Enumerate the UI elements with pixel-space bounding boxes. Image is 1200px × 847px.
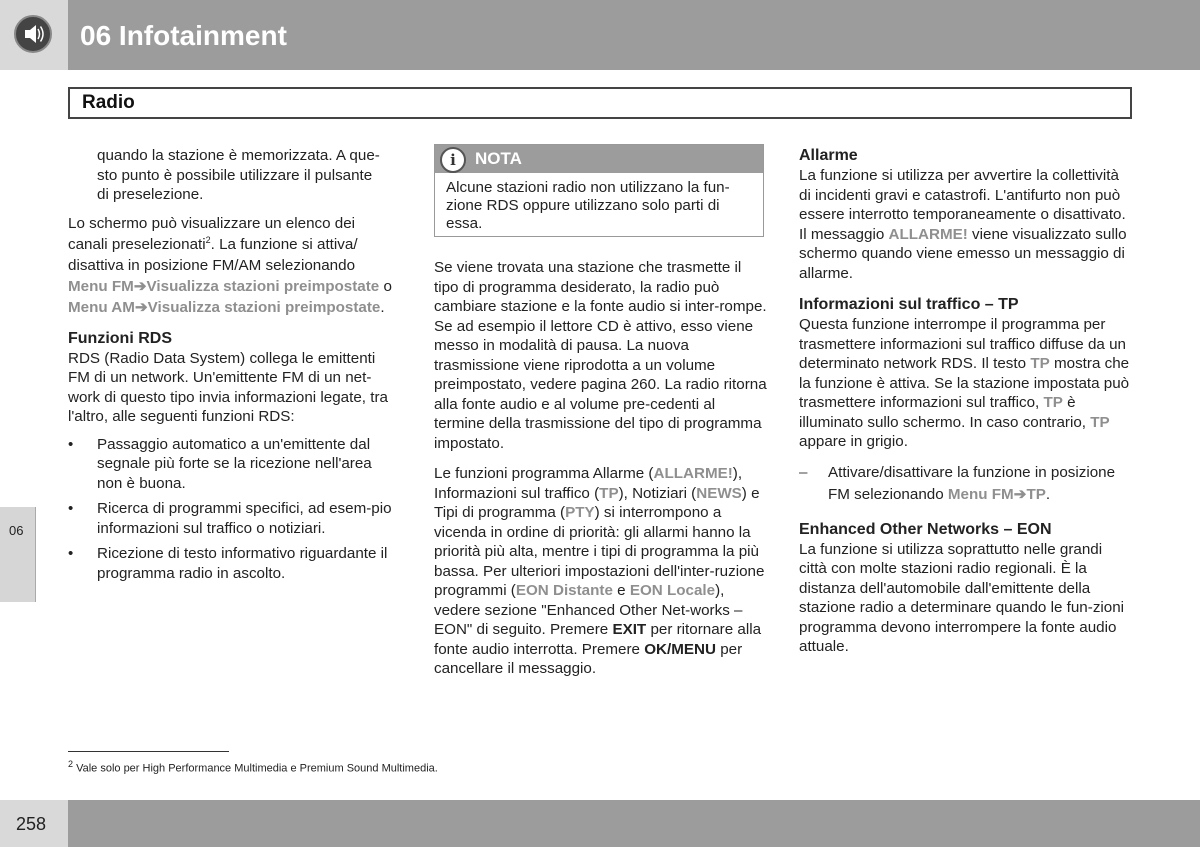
footer-band: [68, 800, 1200, 847]
column-3: [799, 146, 1134, 665]
note-header: [435, 145, 763, 173]
priority-paragraph: Le funzioni programma Allarme (ALLARME!), Informazioni sul traffico (TP), Notiziari (NEWS) e Tipi di programma (PTY) si interrompono a vicenda in ordine di priorità: gli allarmi hanno la priorità più alta, mentre i tipi di programma la più bassa. Per ulteriori impostazioni dell'inter-ruzione programmi (EON Distante e EON Locale), vedere sezione "Enhanced Other Net-works – EON" di seguito. Premere EXIT per ritornare alla fonte audio interrotta. Premere OK/MENU per cancellare il messaggio.: [434, 465, 765, 677]
exit-button-label: EXIT: [612, 621, 647, 638]
chapter-title: 06 Infotainment: [80, 20, 287, 51]
interrupt-paragraph: Se viene trovata una stazione che trasmette il tipo di programma desiderato, la radio può cambiare stazione e la fonte audio si inter-rompe. Se ad esempio il lettore CD è attivo, esso viene messo in modalità di pausa. La nuova trasmissione viene riprodotta a un volume preimpostato, vedere pagina 260. La radio ritorna alla fonte audio e al volume pre-cedenti al termine della trasmissione del tipo di programma impostato.: [434, 259, 767, 452]
arrow-icon: ➔: [134, 298, 148, 316]
note-box: [434, 144, 764, 237]
allarme-paragraph: La funzione si utilizza per avvertire la collettività di incidenti gravi e catastrofi. L'antifurto non può essere interrotto temporaneamente o disattivato. Il messaggio ALLARME! viene visualizzato sullo schermo quando viene emesso un messaggio di allarme.: [799, 167, 1127, 282]
preset-list-paragraph: Lo schermo può visualizzare un elenco dei canali preselezionati$^2$. La funzione si attiva/ disattiva in posizione FM/AM selezionando Menu FM➔Visualizza stazioni preimpostate o Menu AM➔Visualizza stazioni preimpostate.: [68, 214, 392, 316]
tp-label: TP: [1043, 394, 1063, 411]
menu-fm-path: Menu FM: [68, 277, 134, 295]
tp-paragraph: Questa funzione interrompe il programma per trasmettere informazioni sul traffico diffuse da un determinato network RDS. Il testo TP mostra che la funzione è attiva. Se la stazione impostata può trasmettere informazioni sul traffico, TP è illuminato sullo schermo. In caso contrario, TP appare in grigio.: [799, 316, 1130, 450]
footnote: [68, 759, 438, 775]
note-title: NOTA: [475, 149, 522, 168]
page-number: 258: [16, 814, 47, 834]
news-label: NEWS: [696, 484, 742, 502]
column-1: [68, 146, 396, 589]
side-tab-label: 06: [9, 523, 24, 538]
section-header: [68, 87, 1132, 119]
allarme-heading: Allarme: [799, 147, 858, 164]
list-item: – Attivare/disattivare la funzione in posizione FM selezionando Menu FM➔TP.: [799, 462, 1134, 506]
allarme-label: ALLARME!: [888, 225, 968, 243]
intro-paragraph: quando la stazione è memorizzata. A que- sto punto è possibile utilizzare il pulsante di preselezione.: [97, 147, 380, 203]
page-number-box: [0, 800, 68, 847]
eon-distante-label: EON Distante: [515, 582, 613, 599]
arrow-icon: ➔: [1013, 485, 1027, 503]
menu-fm-target: Visualizza stazioni preimpostate: [146, 277, 380, 295]
tp-label: TP: [599, 484, 619, 502]
menu-fm-path: Menu FM: [947, 485, 1014, 503]
rds-paragraph: RDS (Radio Data System) collega le emittenti FM di un network. Un'emittente FM di un net-work di questo tipo invia informazioni legate, tra l'altro, alle seguenti funzioni RDS:: [68, 349, 388, 425]
speaker-icon: [14, 15, 52, 53]
ok-menu-button-label: OK/MENU: [644, 640, 716, 658]
rds-heading: Funzioni RDS: [68, 329, 172, 347]
eon-paragraph: La funzione si utilizza soprattutto nelle grandi città con molte stazioni radio regionali. È la distanza dell'automobile dall'emittente della stazione radio a determinare quando le fun-zioni programma devono interrompere la fonte audio attuale.: [799, 540, 1125, 655]
header-icon-box: [0, 0, 68, 70]
menu-am-target: Visualizza stazioni preimpostate: [147, 298, 381, 316]
allarme-label: ALLARME!: [653, 465, 733, 482]
pty-label: PTY: [565, 504, 595, 521]
section-title: Radio: [82, 92, 135, 113]
footnote-number: 2: [68, 759, 74, 769]
arrow-icon: ➔: [133, 277, 147, 295]
chapter-side-tab: [0, 507, 36, 602]
eon-locale-label: EON Locale: [629, 582, 716, 599]
tp-label: TP: [1030, 355, 1050, 372]
tp-heading: Informazioni sul traffico – TP: [799, 296, 1019, 313]
tp-label: TP: [1026, 485, 1046, 503]
list-item: • Ricerca di programmi specifici, ad esem-pio informazioni sul traffico o notiziari.: [68, 499, 396, 538]
menu-am-path: Menu AM: [68, 298, 135, 316]
footnote-ref: 2: [205, 234, 211, 245]
footnote-text: Vale solo per High Performance Multimedia e Premium Sound Multimedia.: [76, 762, 438, 775]
list-item: • Ricezione di testo informativo riguardante il programma radio in ascolto.: [68, 544, 396, 583]
list-item: • Passaggio automatico a un'emittente dal segnale più forte se la ricezione nell'area non è buona.: [68, 435, 396, 494]
tp-label: TP: [1090, 413, 1110, 431]
eon-heading: Enhanced Other Networks – EON: [799, 520, 1052, 538]
footnote-divider: [68, 751, 229, 752]
note-text: Alcune stazioni radio non utilizzano la fun-zione RDS oppure utilizzano solo parti di essa.: [446, 179, 730, 232]
info-icon: i: [440, 147, 466, 173]
column-2: [434, 258, 767, 687]
